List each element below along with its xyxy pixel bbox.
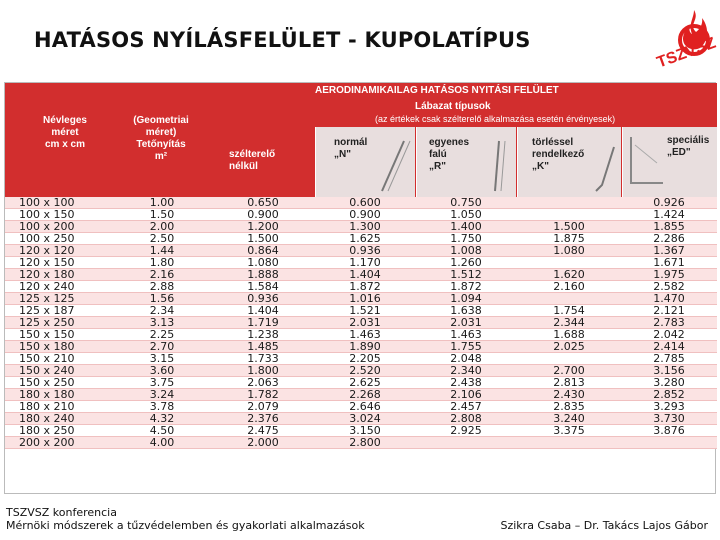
table-cell: 1.800 (211, 365, 315, 377)
table-cell: 2.268 (315, 389, 415, 401)
table-cell: 100 x 100 (5, 197, 113, 209)
table-cell: 1.688 (517, 329, 621, 341)
special-base-header (667, 135, 709, 159)
table-cell: 2.813 (517, 377, 621, 389)
table-cell: 150 x 180 (5, 341, 113, 353)
table-cell: 150 x 210 (5, 353, 113, 365)
table-cell: 2.048 (415, 353, 517, 365)
special-header-line2: „ED" (667, 147, 691, 158)
table-row (5, 233, 717, 245)
table-cell: 2.438 (415, 377, 517, 389)
tszvsz-logo (644, 6, 720, 72)
table-main-header: AERODINAMIKAILAG HATÁSOS NYITÁSI FELÜLET (315, 85, 559, 96)
flange-base-diagram-icon (594, 145, 620, 195)
table-cell: 3.75 (113, 377, 211, 389)
table-cell: 1.733 (211, 353, 315, 365)
table-cell: 3.293 (621, 401, 717, 413)
table-row (5, 341, 717, 353)
table-row (5, 401, 717, 413)
table-main-header-band (5, 83, 717, 99)
footer-conference (6, 506, 365, 532)
table-cell: 180 x 180 (5, 389, 113, 401)
table-cell: 1.050 (415, 209, 517, 221)
table-cell: 3.24 (113, 389, 211, 401)
table-cell (517, 197, 621, 209)
table-cell: 1.671 (621, 257, 717, 269)
geometric-header-line2: méret) (145, 127, 177, 138)
table-cell: 1.200 (211, 221, 315, 233)
table-cell: 2.520 (315, 365, 415, 377)
logo-text: TSZVSZ (654, 34, 719, 72)
flange-header-line2: rendelkező (532, 149, 585, 160)
table-cell (517, 437, 621, 449)
table-cell: 2.344 (517, 317, 621, 329)
table-cell: 1.620 (517, 269, 621, 281)
geometric-header-line1: (Geometriai (133, 115, 189, 126)
table-cell: 1.875 (517, 233, 621, 245)
table-row (5, 269, 717, 281)
table-row (5, 197, 717, 209)
special-base-header-cell (622, 127, 717, 197)
table-cell: 2.852 (621, 389, 717, 401)
table-cell: 1.754 (517, 305, 621, 317)
no-deflector-line2: nélkül (229, 161, 258, 172)
table-cell: 3.730 (621, 413, 717, 425)
special-header-line1: speciális (667, 135, 710, 146)
table-cell: 3.13 (113, 317, 211, 329)
table-cell: 4.32 (113, 413, 211, 425)
table-cell: 2.031 (415, 317, 517, 329)
table-cell: 125 x 187 (5, 305, 113, 317)
table-cell: 1.890 (315, 341, 415, 353)
table-cell: 1.888 (211, 269, 315, 281)
table-cell: 3.150 (315, 425, 415, 437)
table-cell: 2.376 (211, 413, 315, 425)
table-cell: 180 x 240 (5, 413, 113, 425)
table-cell: 1.404 (211, 305, 315, 317)
table-cell: 3.78 (113, 401, 211, 413)
table-cell: 1.638 (415, 305, 517, 317)
table-cell: 2.625 (315, 377, 415, 389)
flange-base-header-cell (517, 127, 621, 197)
table-cell: 2.808 (415, 413, 517, 425)
table-cell: 2.582 (621, 281, 717, 293)
table-cell: 1.872 (315, 281, 415, 293)
table-cell: 1.521 (315, 305, 415, 317)
table-cell: 180 x 250 (5, 425, 113, 437)
table-cell: 1.400 (415, 221, 517, 233)
table-cell: 3.375 (517, 425, 621, 437)
table-cell: 1.00 (113, 197, 211, 209)
nominal-size-header (25, 115, 105, 151)
data-table (5, 197, 717, 449)
table-cell: 2.079 (211, 401, 315, 413)
table-cell: 4.00 (113, 437, 211, 449)
table-cell (517, 209, 621, 221)
table-cell: 1.755 (415, 341, 517, 353)
table-cell: 1.238 (211, 329, 315, 341)
nominal-header-line2: méret (51, 127, 79, 138)
table-row (5, 293, 717, 305)
normal-base-header-cell (315, 127, 415, 197)
table-cell: 2.000 (211, 437, 315, 449)
table-cell: 1.625 (315, 233, 415, 245)
table-cell: 100 x 250 (5, 233, 113, 245)
table-cell (517, 257, 621, 269)
table-cell: 120 x 180 (5, 269, 113, 281)
flange-header-line1: törléssel (532, 137, 574, 148)
table-cell (517, 353, 621, 365)
table-cell: 1.50 (113, 209, 211, 221)
table-cell: 2.430 (517, 389, 621, 401)
straight-base-header (429, 137, 469, 173)
table-cell: 1.170 (315, 257, 415, 269)
table-cell: 1.080 (517, 245, 621, 257)
table-cell: 0.900 (315, 209, 415, 221)
table-cell: 100 x 150 (5, 209, 113, 221)
table-cell: 2.783 (621, 317, 717, 329)
table-cell: 2.835 (517, 401, 621, 413)
table-row (5, 377, 717, 389)
table-cell: 150 x 240 (5, 365, 113, 377)
straight-base-diagram-icon (483, 137, 513, 195)
table-cell: 2.042 (621, 329, 717, 341)
straight-header-line1: egyenes (429, 137, 470, 148)
table-cell: 120 x 240 (5, 281, 113, 293)
table-cell: 1.367 (621, 245, 717, 257)
table-cell: 150 x 250 (5, 377, 113, 389)
table-cell: 3.280 (621, 377, 717, 389)
table-cell: 2.340 (415, 365, 517, 377)
table-row (5, 305, 717, 317)
table-cell: 1.719 (211, 317, 315, 329)
table-cell: 2.414 (621, 341, 717, 353)
table-cell (621, 437, 717, 449)
table-cell: 1.463 (315, 329, 415, 341)
table-cell: 2.16 (113, 269, 211, 281)
footer-line1: TSZVSZ konferencia (6, 506, 117, 519)
no-deflector-line1: szélterelő (229, 149, 276, 160)
table-cell: 1.485 (211, 341, 315, 353)
table-cell: 1.424 (621, 209, 717, 221)
table-cell: 2.063 (211, 377, 315, 389)
table-cell: 2.700 (517, 365, 621, 377)
table-cell: 0.600 (315, 197, 415, 209)
slide-title: HATÁSOS NYÍLÁSFELÜLET - KUPOLATÍPUS (34, 28, 531, 52)
table-cell: 1.404 (315, 269, 415, 281)
table-row (5, 353, 717, 365)
table-cell: 1.080 (211, 257, 315, 269)
table-cell: 1.512 (415, 269, 517, 281)
table-cell (415, 437, 517, 449)
table-cell: 1.300 (315, 221, 415, 233)
table-cell: 150 x 150 (5, 329, 113, 341)
table-cell: 0.650 (211, 197, 315, 209)
table-cell: 1.872 (415, 281, 517, 293)
table-cell: 3.876 (621, 425, 717, 437)
straight-header-line3: „R" (429, 161, 446, 172)
data-table-body (5, 197, 717, 449)
table-cell: 1.260 (415, 257, 517, 269)
table-cell: 0.864 (211, 245, 315, 257)
base-types-note: (az értékek csak szélterelő alkalmazása esetén érvényesek) (375, 114, 616, 124)
footer-authors: Szikra Csaba – Dr. Takács Lajos Gábor (500, 519, 708, 532)
table-cell: 3.240 (517, 413, 621, 425)
table-cell: 4.50 (113, 425, 211, 437)
table-row (5, 389, 717, 401)
table-cell: 2.286 (621, 233, 717, 245)
table-cell: 2.34 (113, 305, 211, 317)
table-cell: 2.031 (315, 317, 415, 329)
nominal-header-line1: Névleges (43, 115, 87, 126)
base-types-header: Lábazat típusok (415, 101, 491, 112)
special-base-diagram-icon (627, 133, 667, 191)
table-cell: 200 x 200 (5, 437, 113, 449)
table-row (5, 437, 717, 449)
geometric-header-line4: m² (154, 151, 168, 162)
table-cell: 2.800 (315, 437, 415, 449)
table-row (5, 425, 717, 437)
table-cell: 1.782 (211, 389, 315, 401)
table-cell: 2.00 (113, 221, 211, 233)
table-cell: 1.975 (621, 269, 717, 281)
table-cell: 1.584 (211, 281, 315, 293)
table-cell: 0.936 (211, 293, 315, 305)
table-cell: 125 x 250 (5, 317, 113, 329)
footer-line2: Mérnöki módszerek a tűzvédelemben és gyakorlati alkalmazások (6, 519, 365, 532)
normal-header-line2: „N" (334, 149, 351, 160)
table-cell: 2.475 (211, 425, 315, 437)
table-cell: 1.750 (415, 233, 517, 245)
table-row (5, 257, 717, 269)
table-cell: 3.60 (113, 365, 211, 377)
table-cell: 2.50 (113, 233, 211, 245)
table-row (5, 245, 717, 257)
straight-base-header-cell (416, 127, 516, 197)
table-row (5, 209, 717, 221)
normal-header-line1: normál (334, 137, 368, 148)
table-cell: 1.44 (113, 245, 211, 257)
flange-header-line3: „K" (532, 161, 549, 172)
geometric-header-line3: Tetőnyítás (136, 139, 186, 150)
table-cell: 0.926 (621, 197, 717, 209)
table-cell: 120 x 120 (5, 245, 113, 257)
table-cell: 120 x 150 (5, 257, 113, 269)
table-row (5, 281, 717, 293)
table-cell: 2.106 (415, 389, 517, 401)
table-cell: 0.900 (211, 209, 315, 221)
table-cell: 2.646 (315, 401, 415, 413)
straight-header-line2: falú (429, 149, 447, 160)
table-cell: 2.25 (113, 329, 211, 341)
nominal-header-line3: cm x cm (44, 139, 86, 150)
no-deflector-header (229, 149, 309, 173)
table-cell: 2.160 (517, 281, 621, 293)
table-cell: 2.025 (517, 341, 621, 353)
table-cell: 1.016 (315, 293, 415, 305)
table-cell: 1.500 (211, 233, 315, 245)
table-row (5, 329, 717, 341)
table-cell: 2.457 (415, 401, 517, 413)
table-row (5, 365, 717, 377)
flange-base-header (532, 137, 584, 173)
effective-opening-table (4, 82, 716, 494)
normal-base-diagram-icon (376, 137, 412, 195)
table-cell: 1.008 (415, 245, 517, 257)
table-cell: 1.463 (415, 329, 517, 341)
table-row (5, 413, 717, 425)
table-cell: 0.936 (315, 245, 415, 257)
table-cell: 1.80 (113, 257, 211, 269)
geometric-size-header (113, 115, 209, 163)
table-cell: 180 x 210 (5, 401, 113, 413)
table-cell: 3.024 (315, 413, 415, 425)
table-cell: 2.70 (113, 341, 211, 353)
table-cell: 1.094 (415, 293, 517, 305)
table-cell: 2.785 (621, 353, 717, 365)
table-cell: 0.750 (415, 197, 517, 209)
table-cell: 100 x 200 (5, 221, 113, 233)
table-cell: 2.205 (315, 353, 415, 365)
table-cell: 2.925 (415, 425, 517, 437)
normal-base-header (334, 137, 367, 161)
table-cell: 125 x 125 (5, 293, 113, 305)
table-row (5, 221, 717, 233)
table-cell: 1.56 (113, 293, 211, 305)
table-cell (517, 293, 621, 305)
table-cell: 2.88 (113, 281, 211, 293)
table-cell: 2.121 (621, 305, 717, 317)
table-cell: 3.156 (621, 365, 717, 377)
table-row (5, 317, 717, 329)
table-cell: 1.470 (621, 293, 717, 305)
table-cell: 1.855 (621, 221, 717, 233)
table-cell: 1.500 (517, 221, 621, 233)
table-cell: 3.15 (113, 353, 211, 365)
